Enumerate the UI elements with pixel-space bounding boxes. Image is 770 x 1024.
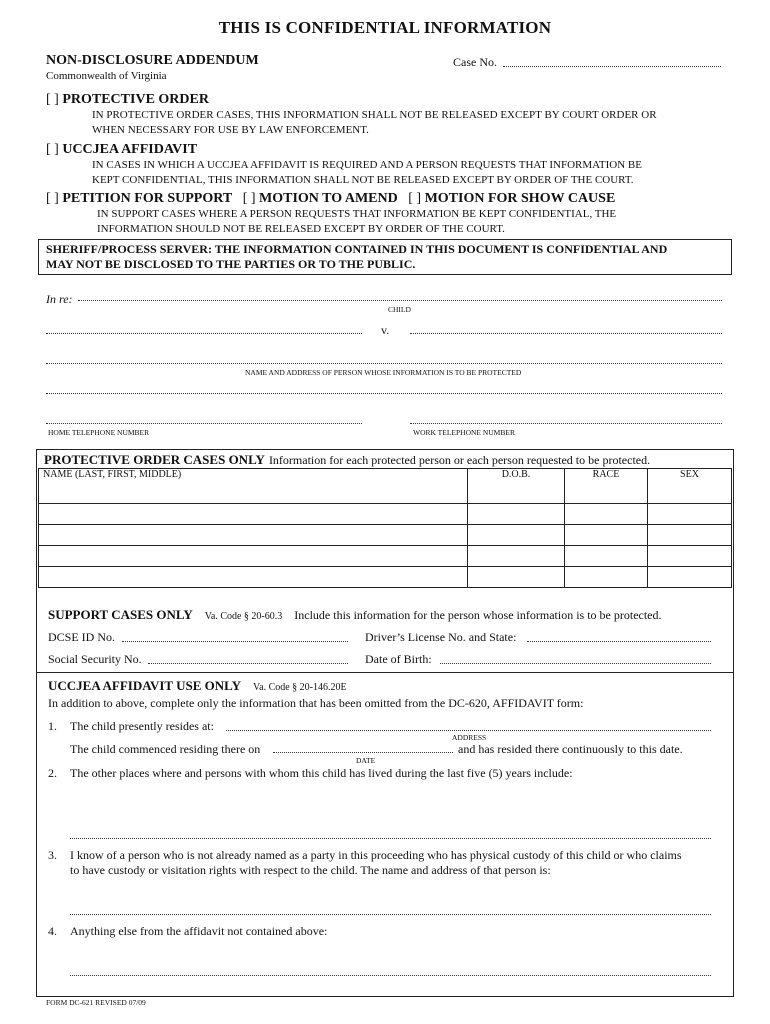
support-heading: [ ] PETITION FOR SUPPORT [ ] MOTION TO AMEND [ ] MOTION FOR SHOW CAUSE (46, 191, 616, 206)
col-race: RACE (565, 469, 648, 504)
home-phone-caption: HOME TELEPHONE NUMBER (48, 428, 150, 437)
in-re-label: In re: (46, 292, 73, 306)
ssn-field[interactable] (148, 663, 348, 664)
protective-order-text: IN PROTECTIVE ORDER CASES, THIS INFORMATION SHALL NOT BE RELEASED EXCEPT BY COURT ORDER OR WHEN NECESSARY FOR USE BY LAW ENFORCEMENT. (92, 109, 657, 136)
license-field[interactable] (527, 641, 711, 642)
party2-field[interactable] (410, 333, 722, 334)
table-header-row (39, 469, 732, 504)
case-no-field[interactable] (503, 66, 721, 67)
page-title: THIS IS CONFIDENTIAL INFORMATION (218, 18, 552, 37)
col-dob: D.O.B. (468, 469, 565, 504)
col-sex: SEX (648, 469, 732, 504)
uccjea-intro: In addition to above, complete only the information that has been omitted from the DC-620, AFFIDAVIT form: (48, 696, 584, 710)
support-text: IN SUPPORT CASES WHERE A PERSON REQUESTS THAT INFORMATION BE KEPT CONFIDENTIAL, THE INFORMATION SHOULD NOT BE RELEASED EXCEPT BY ORDER OF THE COURT. (97, 208, 617, 235)
other-places-field[interactable] (70, 838, 711, 839)
item1-number: 1. (48, 719, 57, 733)
commenced-date-field[interactable] (273, 752, 453, 753)
name-address-field[interactable] (46, 363, 722, 364)
continuous-text: and has resided there continuously to this date. (458, 742, 683, 756)
jurisdiction: Commonwealth of Virginia (46, 70, 167, 82)
protective-order-checkbox[interactable]: [ ] (46, 92, 59, 107)
address-line2-field[interactable] (46, 393, 722, 394)
sheriff-notice-box (38, 239, 732, 275)
table-row (39, 525, 732, 546)
item4-number: 4. (48, 924, 57, 938)
residence-address-field[interactable] (226, 730, 711, 731)
item2-number: 2. (48, 766, 57, 780)
item3-number: 3. (48, 848, 57, 862)
date-caption: DATE (356, 756, 376, 765)
show-cause-checkbox[interactable]: [ ] (408, 191, 422, 206)
work-phone-field[interactable] (410, 423, 722, 424)
address-caption: ADDRESS (452, 733, 487, 742)
party1-field[interactable] (46, 333, 362, 334)
item3-text: I know of a person who is not already named as a party in this proceeding who has physical custody of this child or who claims to have custody or visitation rights with respect to the child. The name and address of that person is: (70, 848, 682, 877)
protective-order-heading: [ ] PROTECTIVE ORDER (46, 92, 209, 107)
anything-else-field[interactable] (70, 975, 711, 976)
col-name: NAME (LAST, FIRST, MIDDLE) (39, 469, 468, 504)
item4-text: Anything else from the affidavit not contained above: (70, 924, 328, 938)
dob-field[interactable] (440, 663, 711, 664)
name-address-caption: NAME AND ADDRESS OF PERSON WHOSE INFORMATION IS TO BE PROTECTED (245, 368, 522, 377)
commenced-text: The child commenced residing there on (70, 742, 261, 756)
dcse-label: DCSE ID No. (48, 630, 116, 644)
dob-label: Date of Birth: (365, 652, 432, 666)
form-number: FORM DC-621 REVISED 07/09 (46, 998, 146, 1007)
child-caption: CHILD (388, 305, 411, 314)
work-phone-caption: WORK TELEPHONE NUMBER (413, 428, 515, 437)
protected-persons-table (38, 468, 732, 588)
form-name: NON-DISCLOSURE ADDENDUM (46, 53, 259, 68)
item2-text: The other places where and persons with whom this child has lived during the last five (5) years include: (70, 766, 573, 780)
license-label: Driver’s License No. and State: (365, 630, 517, 644)
case-no-label: Case No. (453, 55, 497, 69)
petition-support-checkbox[interactable]: [ ] (46, 191, 59, 206)
table-row (39, 567, 732, 588)
sheriff-notice-text: SHERIFF/PROCESS SERVER: THE INFORMATION CONTAINED IN THIS DOCUMENT IS CONFIDENTIAL AND MAY NOT BE DISCLOSED TO THE PARTIES OR TO THE PUBLIC. (46, 242, 668, 271)
table-row (39, 504, 732, 525)
motion-amend-checkbox[interactable]: [ ] (242, 191, 256, 206)
ssn-label: Social Security No. (48, 652, 142, 666)
uccjea-heading: [ ] UCCJEA AFFIDAVIT (46, 142, 198, 157)
protective-cases-header: PROTECTIVE ORDER CASES ONLY Information for each protected person or each person requested to be protected. (44, 452, 651, 467)
dcse-field[interactable] (122, 641, 348, 642)
support-cases-header: SUPPORT CASES ONLY Va. Code § 20-60.3 Include this information for the person whose information is to be protected. (48, 607, 662, 622)
uccjea-use-header: UCCJEA AFFIDAVIT USE ONLY Va. Code § 20-146.20E (48, 678, 347, 693)
custody-person-field[interactable] (70, 914, 711, 915)
uccjea-text: IN CASES IN WHICH A UCCJEA AFFIDAVIT IS REQUIRED AND A PERSON REQUESTS THAT INFORMATION BE KEPT CONFIDENTIAL, THIS INFORMATION SHALL NOT BE RELEASED EXCEPT BY ORDER OF THE COURT. (92, 159, 642, 186)
home-phone-field[interactable] (46, 423, 362, 424)
child-name-field[interactable] (78, 300, 722, 301)
item1-text: The child presently resides at: (70, 719, 214, 733)
section-divider (36, 672, 734, 673)
versus-label: v. (381, 323, 390, 337)
table-row (39, 546, 732, 567)
uccjea-checkbox[interactable]: [ ] (46, 142, 59, 157)
